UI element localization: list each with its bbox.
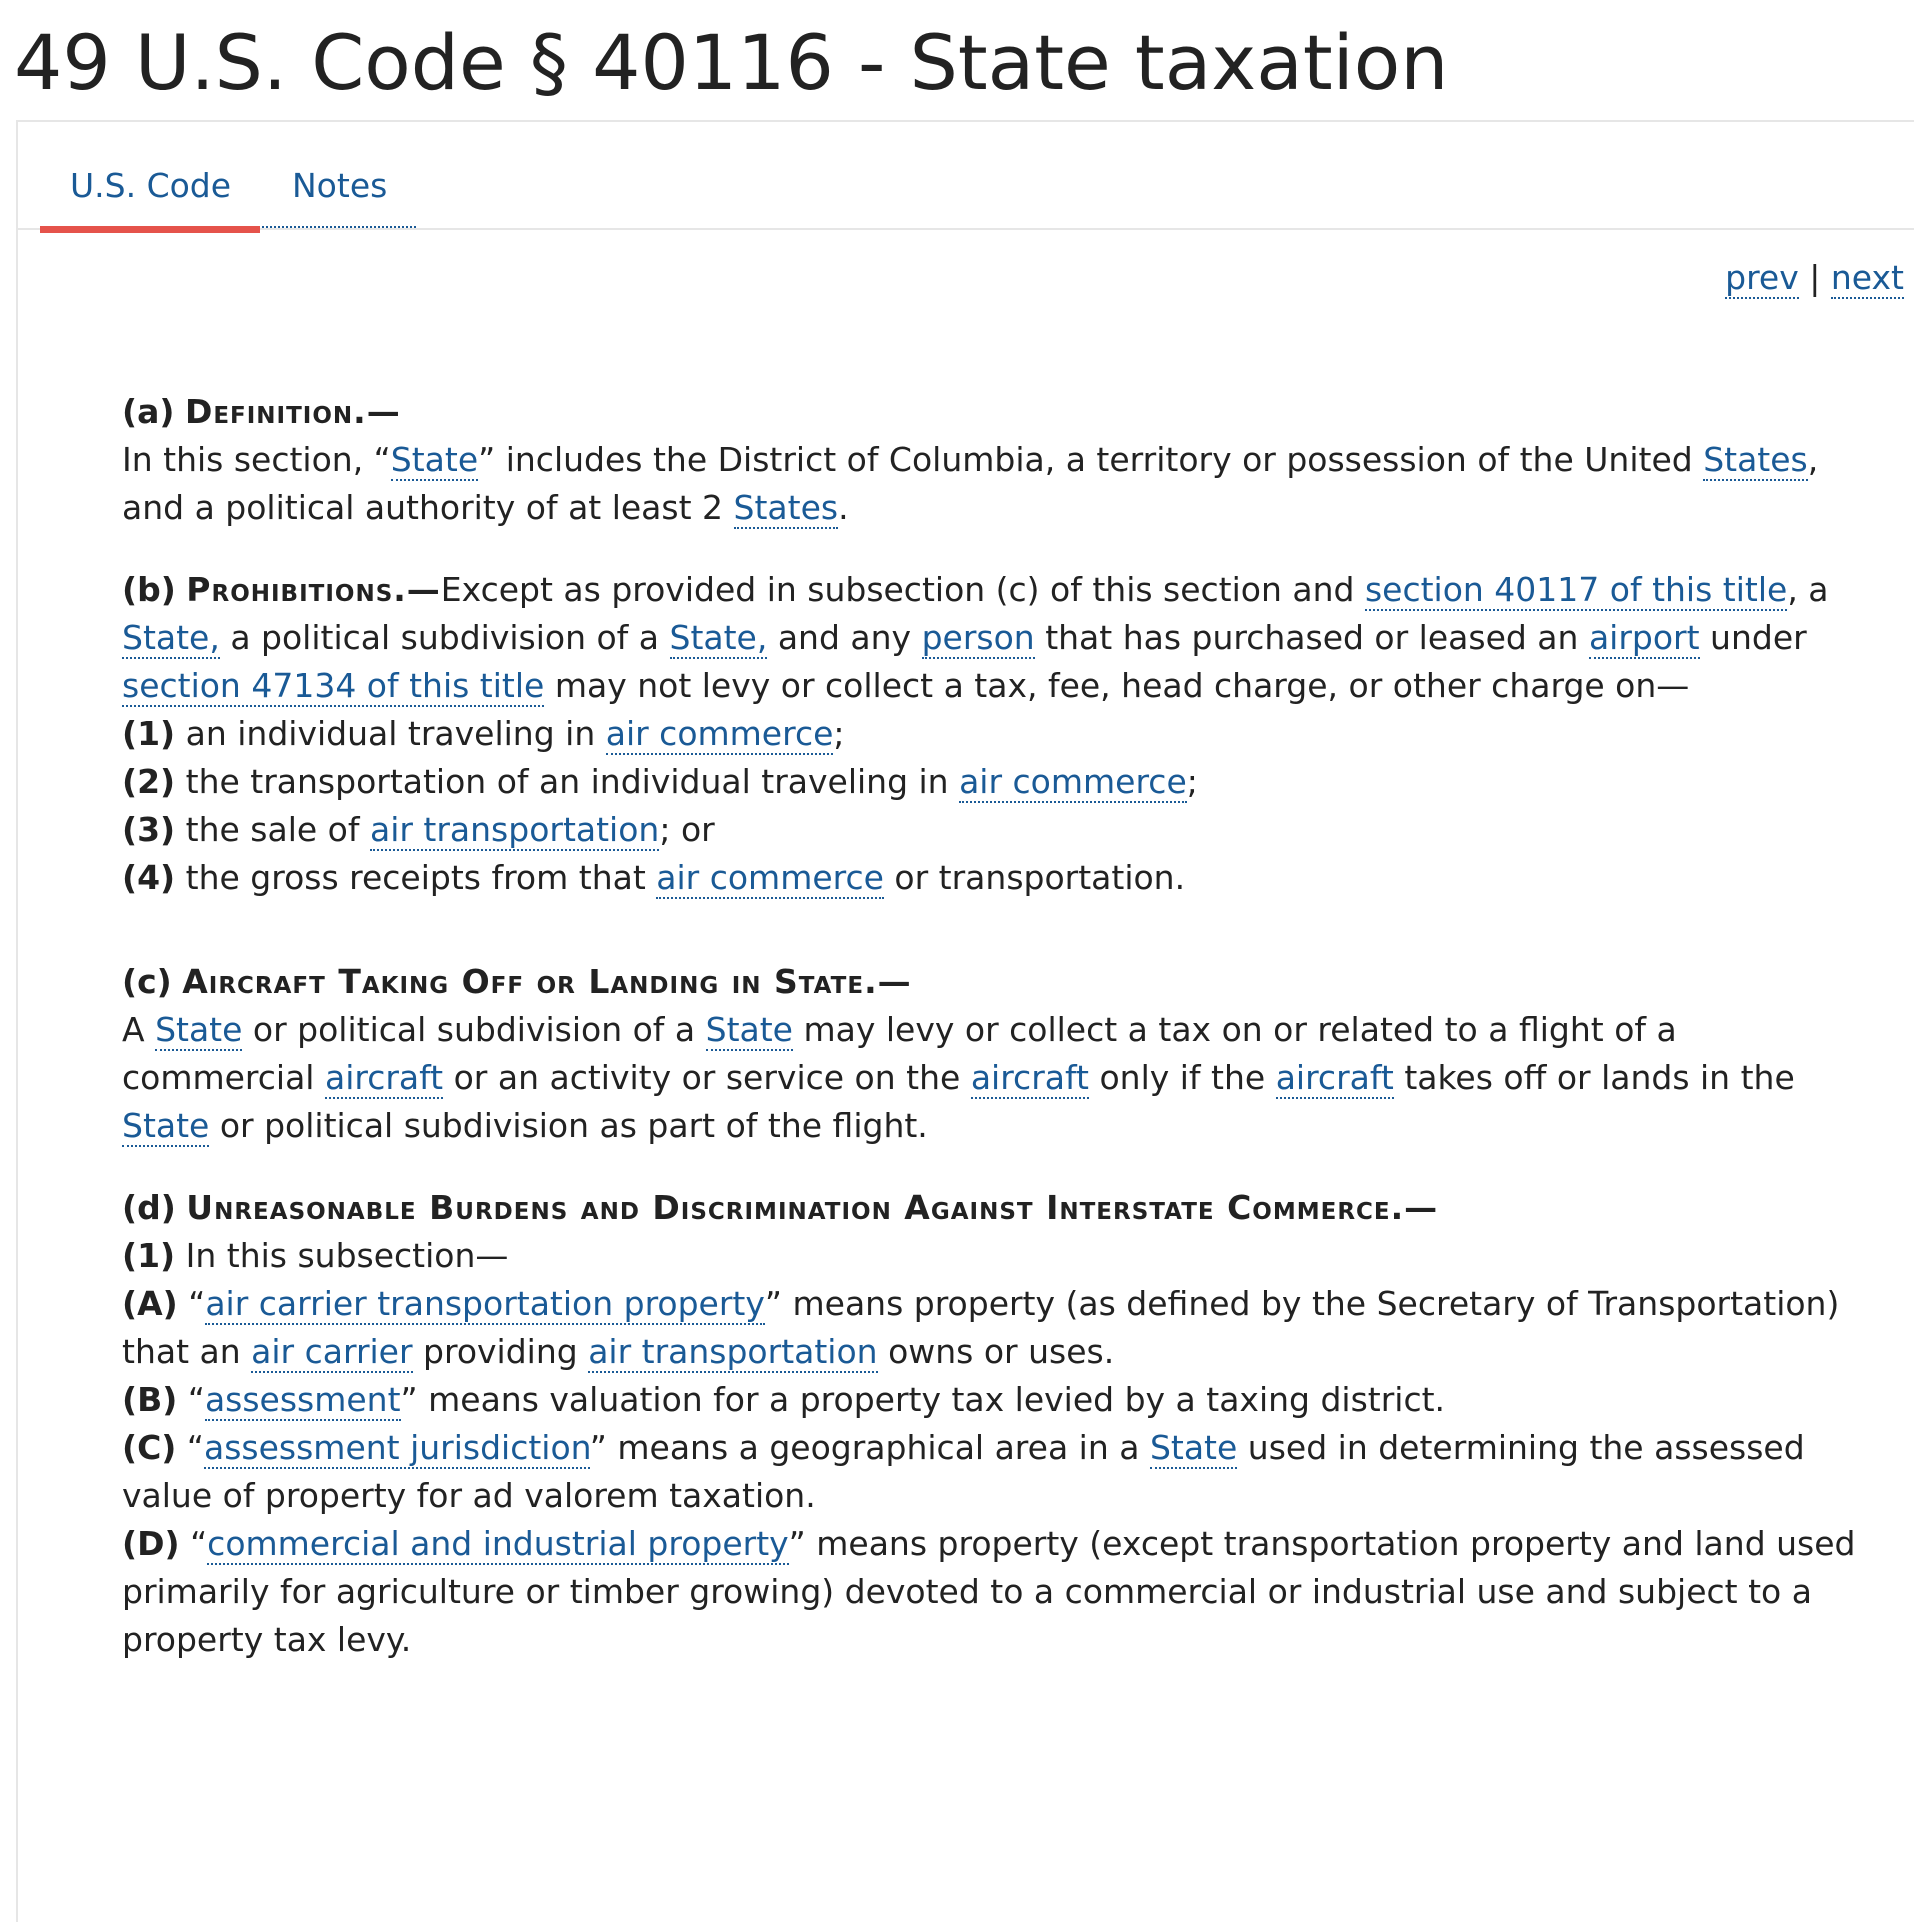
term-link-person[interactable]: person [921,618,1035,657]
term-link-commercial-and-industrial-property[interactable]: commercial and industrial property [207,1524,789,1563]
paragraph-b3 [122,806,1862,854]
text-run: “ [187,1380,205,1419]
subsection-b-title: Prohibitions.— [186,570,441,609]
term-link-aircraft[interactable]: aircraft [1275,1058,1394,1097]
text-run: . [838,488,849,527]
term-link-states[interactable]: States [1703,440,1808,479]
subsection-c [122,958,1862,1150]
page-title: 49 U.S. Code § 40116 - State taxation [14,18,1449,107]
subsection-d-heading [122,1184,1862,1232]
subsection-a-number: (a) [122,392,175,431]
text-run: ” means valuation for a property tax levied by a taxing district. [400,1380,1446,1419]
text-run: a political subdivision of a [219,618,670,657]
text-run: “ [186,1428,204,1467]
text-run: ” means property (except transportation property and land used primarily for agriculture or timber growing) devoted to a commercial or industrial use and subject to a property tax levy. [122,1524,1856,1659]
subsection-a [122,388,1862,532]
definition-d1c [122,1424,1862,1520]
text-run: an individual traveling in [185,714,606,753]
term-link-air-carrier-transportation-property[interactable]: air carrier transportation property [205,1284,765,1323]
text-run: takes off or lands in the [1393,1058,1795,1097]
text-run: A [122,1010,156,1049]
definition-letter: (A) [122,1284,178,1323]
term-link-state[interactable]: State [1149,1428,1238,1467]
notes-tab-underline [262,226,416,228]
text-run: ” means a geographical area in a [589,1428,1150,1467]
paragraph-d1 [122,1232,1862,1280]
definition-letter: (D) [122,1524,180,1563]
paragraph-number: (1) [122,1236,176,1275]
text-run: only if the [1088,1058,1276,1097]
cross-ref-link-47134[interactable]: section 47134 of this title [122,666,545,705]
term-link-state[interactable]: State [390,440,479,479]
definition-letter: (B) [122,1380,178,1419]
term-link-air-commerce[interactable]: air commerce [656,858,884,897]
text-run: the sale of [185,810,370,849]
term-link-aircraft[interactable]: aircraft [324,1058,444,1097]
paragraph-number: (2) [122,762,176,801]
subsection-c-title: Aircraft Taking Off or Landing in State.— [182,962,912,1001]
text-run: ; [1186,762,1198,801]
term-link-state[interactable]: State [155,1010,243,1049]
prev-link[interactable]: prev [1725,258,1799,297]
tab-bar [18,122,1914,230]
text-run: , a [1787,570,1829,609]
subsection-b [122,566,1862,902]
term-link-aircraft[interactable]: aircraft [970,1058,1089,1097]
term-link-state[interactable]: State, [122,618,220,657]
text-run: ” includes the District of Columbia, a territory or possession of the United [478,440,1704,479]
subsection-c-number: (c) [122,962,172,1001]
pager [1725,258,1904,298]
text-run: “ [190,1524,208,1563]
subsection-d-title: Unreasonable Burdens and Discrimination Against Interstate Commerce.— [186,1188,1439,1227]
definition-letter: (C) [122,1428,177,1467]
tab-us-code[interactable]: U.S. Code [70,166,232,205]
definition-d1d [122,1520,1862,1664]
text-run: ; or [659,810,715,849]
text-run: and any [767,618,922,657]
cross-ref-link-40117[interactable]: section 40117 of this title [1364,570,1788,609]
text-run: may levy or collect a tax on or related to a flight of a commercial [122,1010,1677,1097]
term-link-state[interactable]: State [705,1010,793,1049]
text-run: “ [188,1284,206,1323]
term-link-air-commerce[interactable]: air commerce [959,762,1187,801]
paragraph-b4 [122,854,1862,902]
text-run: ; [833,714,845,753]
text-run: or an activity or service on the [443,1058,971,1097]
definition-d1b [122,1376,1862,1424]
subsection-a-text [122,436,1862,532]
text-run: Except as provided in subsection (c) of this section and [440,570,1365,609]
paragraph-number: (1) [122,714,176,753]
paragraph-number: (3) [122,810,176,849]
text-run: In this subsection— [185,1236,509,1275]
text-run: under [1699,618,1807,657]
text-run: owns or uses. [877,1332,1115,1371]
text-run: In this section, “ [122,440,391,479]
pager-separator: | [1809,258,1821,297]
subsection-a-title: Definition.— [184,392,401,431]
term-link-air-transportation[interactable]: air transportation [588,1332,878,1371]
subsection-c-heading [122,958,1862,1006]
text-run: or political subdivision of a [242,1010,706,1049]
text-run: or transportation. [883,858,1186,897]
statute-text [122,388,1862,1698]
text-run: used in determining the assessed value of property for ad valorem taxation. [122,1428,1805,1515]
text-run: or political subdivision as part of the flight. [209,1106,928,1145]
subsection-c-text [122,1006,1862,1150]
subsection-d [122,1184,1862,1664]
text-run: , and a political authority of at least 2 [122,440,1819,527]
text-run: the gross receipts from that [185,858,657,897]
term-link-assessment-jurisdiction[interactable]: assessment jurisdiction [204,1428,590,1467]
text-run: ” means property (as defined by the Secretary of Transportation) that an [122,1284,1840,1371]
text-run: that has purchased or leased an [1034,618,1589,657]
text-run: the transportation of an individual traveling in [185,762,960,801]
subsection-b-number: (b) [122,570,176,609]
text-run: may not levy or collect a tax, fee, head charge, or other charge on— [544,666,1690,705]
subsection-b-text [122,566,1862,710]
paragraph-b1 [122,710,1862,758]
term-link-air-commerce[interactable]: air commerce [605,714,834,753]
term-link-air-transportation[interactable]: air transportation [369,810,660,849]
next-link[interactable]: next [1830,258,1904,297]
paragraph-b2 [122,758,1862,806]
text-run: providing [412,1332,589,1371]
subsection-a-heading [122,388,1862,436]
term-link-assessment[interactable]: assessment [204,1380,401,1419]
term-link-air-carrier[interactable]: air carrier [251,1332,413,1371]
term-link-airport[interactable]: airport [1588,618,1700,657]
active-tab-indicator [40,226,260,233]
tab-notes[interactable]: Notes [292,166,388,205]
subsection-d-number: (d) [122,1188,176,1227]
definition-d1a [122,1280,1862,1376]
term-link-states[interactable]: States [733,488,839,527]
term-link-state[interactable]: State, [669,618,768,657]
term-link-state[interactable]: State [122,1106,210,1145]
paragraph-number: (4) [122,858,176,897]
